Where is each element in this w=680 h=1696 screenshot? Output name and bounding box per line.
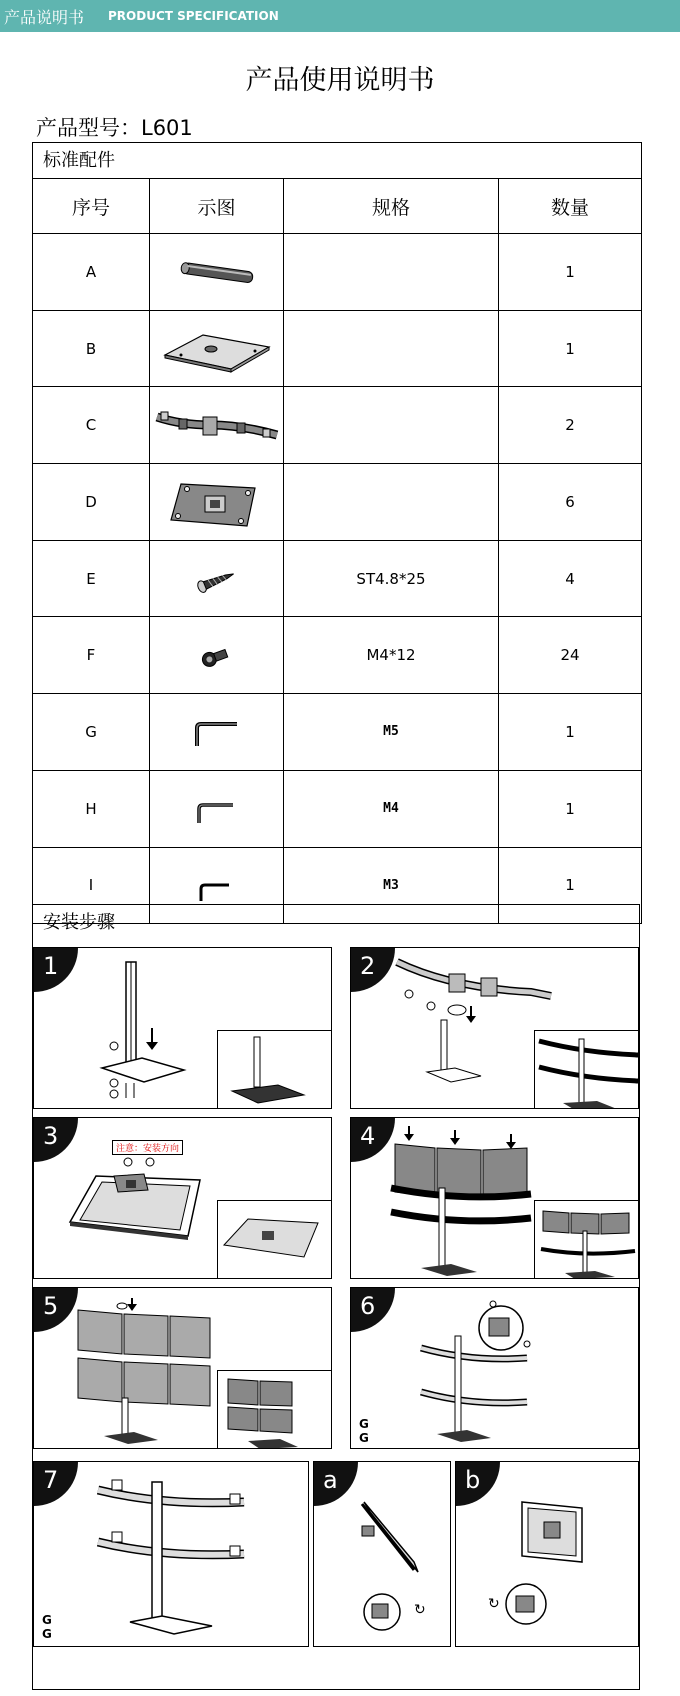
part-id: H bbox=[33, 770, 150, 847]
svg-text:G: G bbox=[42, 1613, 52, 1627]
step-number-badge: 7 bbox=[34, 1462, 78, 1506]
step-1-inset bbox=[217, 1030, 332, 1109]
pole-icon bbox=[150, 234, 284, 311]
part-spec: M5 bbox=[284, 694, 499, 771]
part-spec: M3 bbox=[284, 847, 499, 923]
part-qty: 1 bbox=[499, 847, 642, 923]
step-number-badge: 3 bbox=[34, 1118, 78, 1162]
col-header-qty: 数量 bbox=[499, 179, 642, 234]
document-title: 产品使用说明书 bbox=[245, 65, 435, 96]
step-1-panel bbox=[33, 947, 332, 1109]
table-row bbox=[33, 617, 641, 694]
part-spec bbox=[284, 464, 499, 541]
step-4-panel bbox=[350, 1117, 639, 1279]
part-spec bbox=[284, 234, 499, 311]
arm-bar-icon bbox=[150, 387, 284, 464]
parts-header-row bbox=[33, 179, 641, 234]
part-id: D bbox=[33, 464, 150, 541]
svg-text:G: G bbox=[42, 1627, 52, 1641]
table-row bbox=[33, 234, 641, 311]
col-header-spec: 规格 bbox=[284, 179, 499, 234]
step-a-panel bbox=[313, 1461, 451, 1647]
part-qty: 2 bbox=[499, 387, 642, 464]
part-qty: 4 bbox=[499, 540, 642, 617]
part-id: A bbox=[33, 234, 150, 311]
svg-text:↻: ↻ bbox=[488, 1596, 500, 1612]
table-row bbox=[33, 694, 641, 771]
step-3-panel bbox=[33, 1117, 332, 1279]
part-id: E bbox=[33, 540, 150, 617]
col-header-diagram: 示图 bbox=[150, 179, 284, 234]
part-id: B bbox=[33, 310, 150, 387]
machine-screw-icon bbox=[150, 617, 284, 694]
step-2-inset bbox=[534, 1030, 639, 1109]
part-id: G bbox=[33, 694, 150, 771]
wood-screw-icon bbox=[150, 540, 284, 617]
install-section-title: 安装步骤 bbox=[43, 912, 115, 933]
step-5-inset bbox=[217, 1370, 332, 1449]
step-number-badge: b bbox=[456, 1462, 500, 1506]
step-b-panel bbox=[455, 1461, 639, 1647]
step-number-badge: 5 bbox=[34, 1288, 78, 1332]
base-plate-icon bbox=[150, 310, 284, 387]
step-2-panel bbox=[350, 947, 639, 1109]
step-number-badge: 6 bbox=[351, 1288, 395, 1332]
part-spec bbox=[284, 310, 499, 387]
step-3-inset bbox=[217, 1200, 332, 1279]
part-qty: 1 bbox=[499, 770, 642, 847]
vesa-plate-icon bbox=[150, 464, 284, 541]
svg-text:G: G bbox=[359, 1417, 369, 1431]
svg-text:↻: ↻ bbox=[414, 1602, 426, 1618]
col-header-index: 序号 bbox=[33, 179, 150, 234]
step-number-badge: 2 bbox=[351, 948, 395, 992]
step-7-panel bbox=[33, 1461, 309, 1647]
part-qty: 1 bbox=[499, 234, 642, 311]
banner-title-zh: 产品说明书 bbox=[4, 8, 85, 27]
svg-text:G: G bbox=[359, 1431, 369, 1445]
banner-title-en: PRODUCT SPECIFICATION bbox=[108, 9, 279, 23]
part-id: C bbox=[33, 387, 150, 464]
step-number-badge: a bbox=[314, 1462, 358, 1506]
step-number-badge: 4 bbox=[351, 1118, 395, 1162]
step-6-panel bbox=[350, 1287, 639, 1449]
part-qty: 1 bbox=[499, 310, 642, 387]
part-spec: ST4.8*25 bbox=[284, 540, 499, 617]
hex-key-icon bbox=[150, 694, 284, 771]
part-id: I bbox=[33, 847, 150, 923]
table-row bbox=[33, 540, 641, 617]
parts-table bbox=[33, 179, 641, 923]
part-spec: M4*12 bbox=[284, 617, 499, 694]
part-qty: 6 bbox=[499, 464, 642, 541]
model-number: 产品型号：L601 bbox=[36, 116, 193, 140]
table-row bbox=[33, 770, 641, 847]
table-row bbox=[33, 464, 641, 541]
part-spec bbox=[284, 387, 499, 464]
parts-section-title: 标准配件 bbox=[33, 143, 641, 179]
part-qty: 24 bbox=[499, 617, 642, 694]
install-direction-note: 注意：安装方向 bbox=[112, 1140, 183, 1155]
step-5-panel bbox=[33, 1287, 332, 1449]
step-number-badge: 1 bbox=[34, 948, 78, 992]
part-spec: M4 bbox=[284, 770, 499, 847]
part-qty: 1 bbox=[499, 694, 642, 771]
parts-table-frame bbox=[32, 142, 642, 924]
step-4-inset bbox=[534, 1200, 639, 1279]
installation-section bbox=[32, 904, 640, 1690]
table-row bbox=[33, 387, 641, 464]
top-banner bbox=[0, 0, 680, 32]
part-id: F bbox=[33, 617, 150, 694]
hex-key-icon bbox=[150, 770, 284, 847]
table-row bbox=[33, 310, 641, 387]
